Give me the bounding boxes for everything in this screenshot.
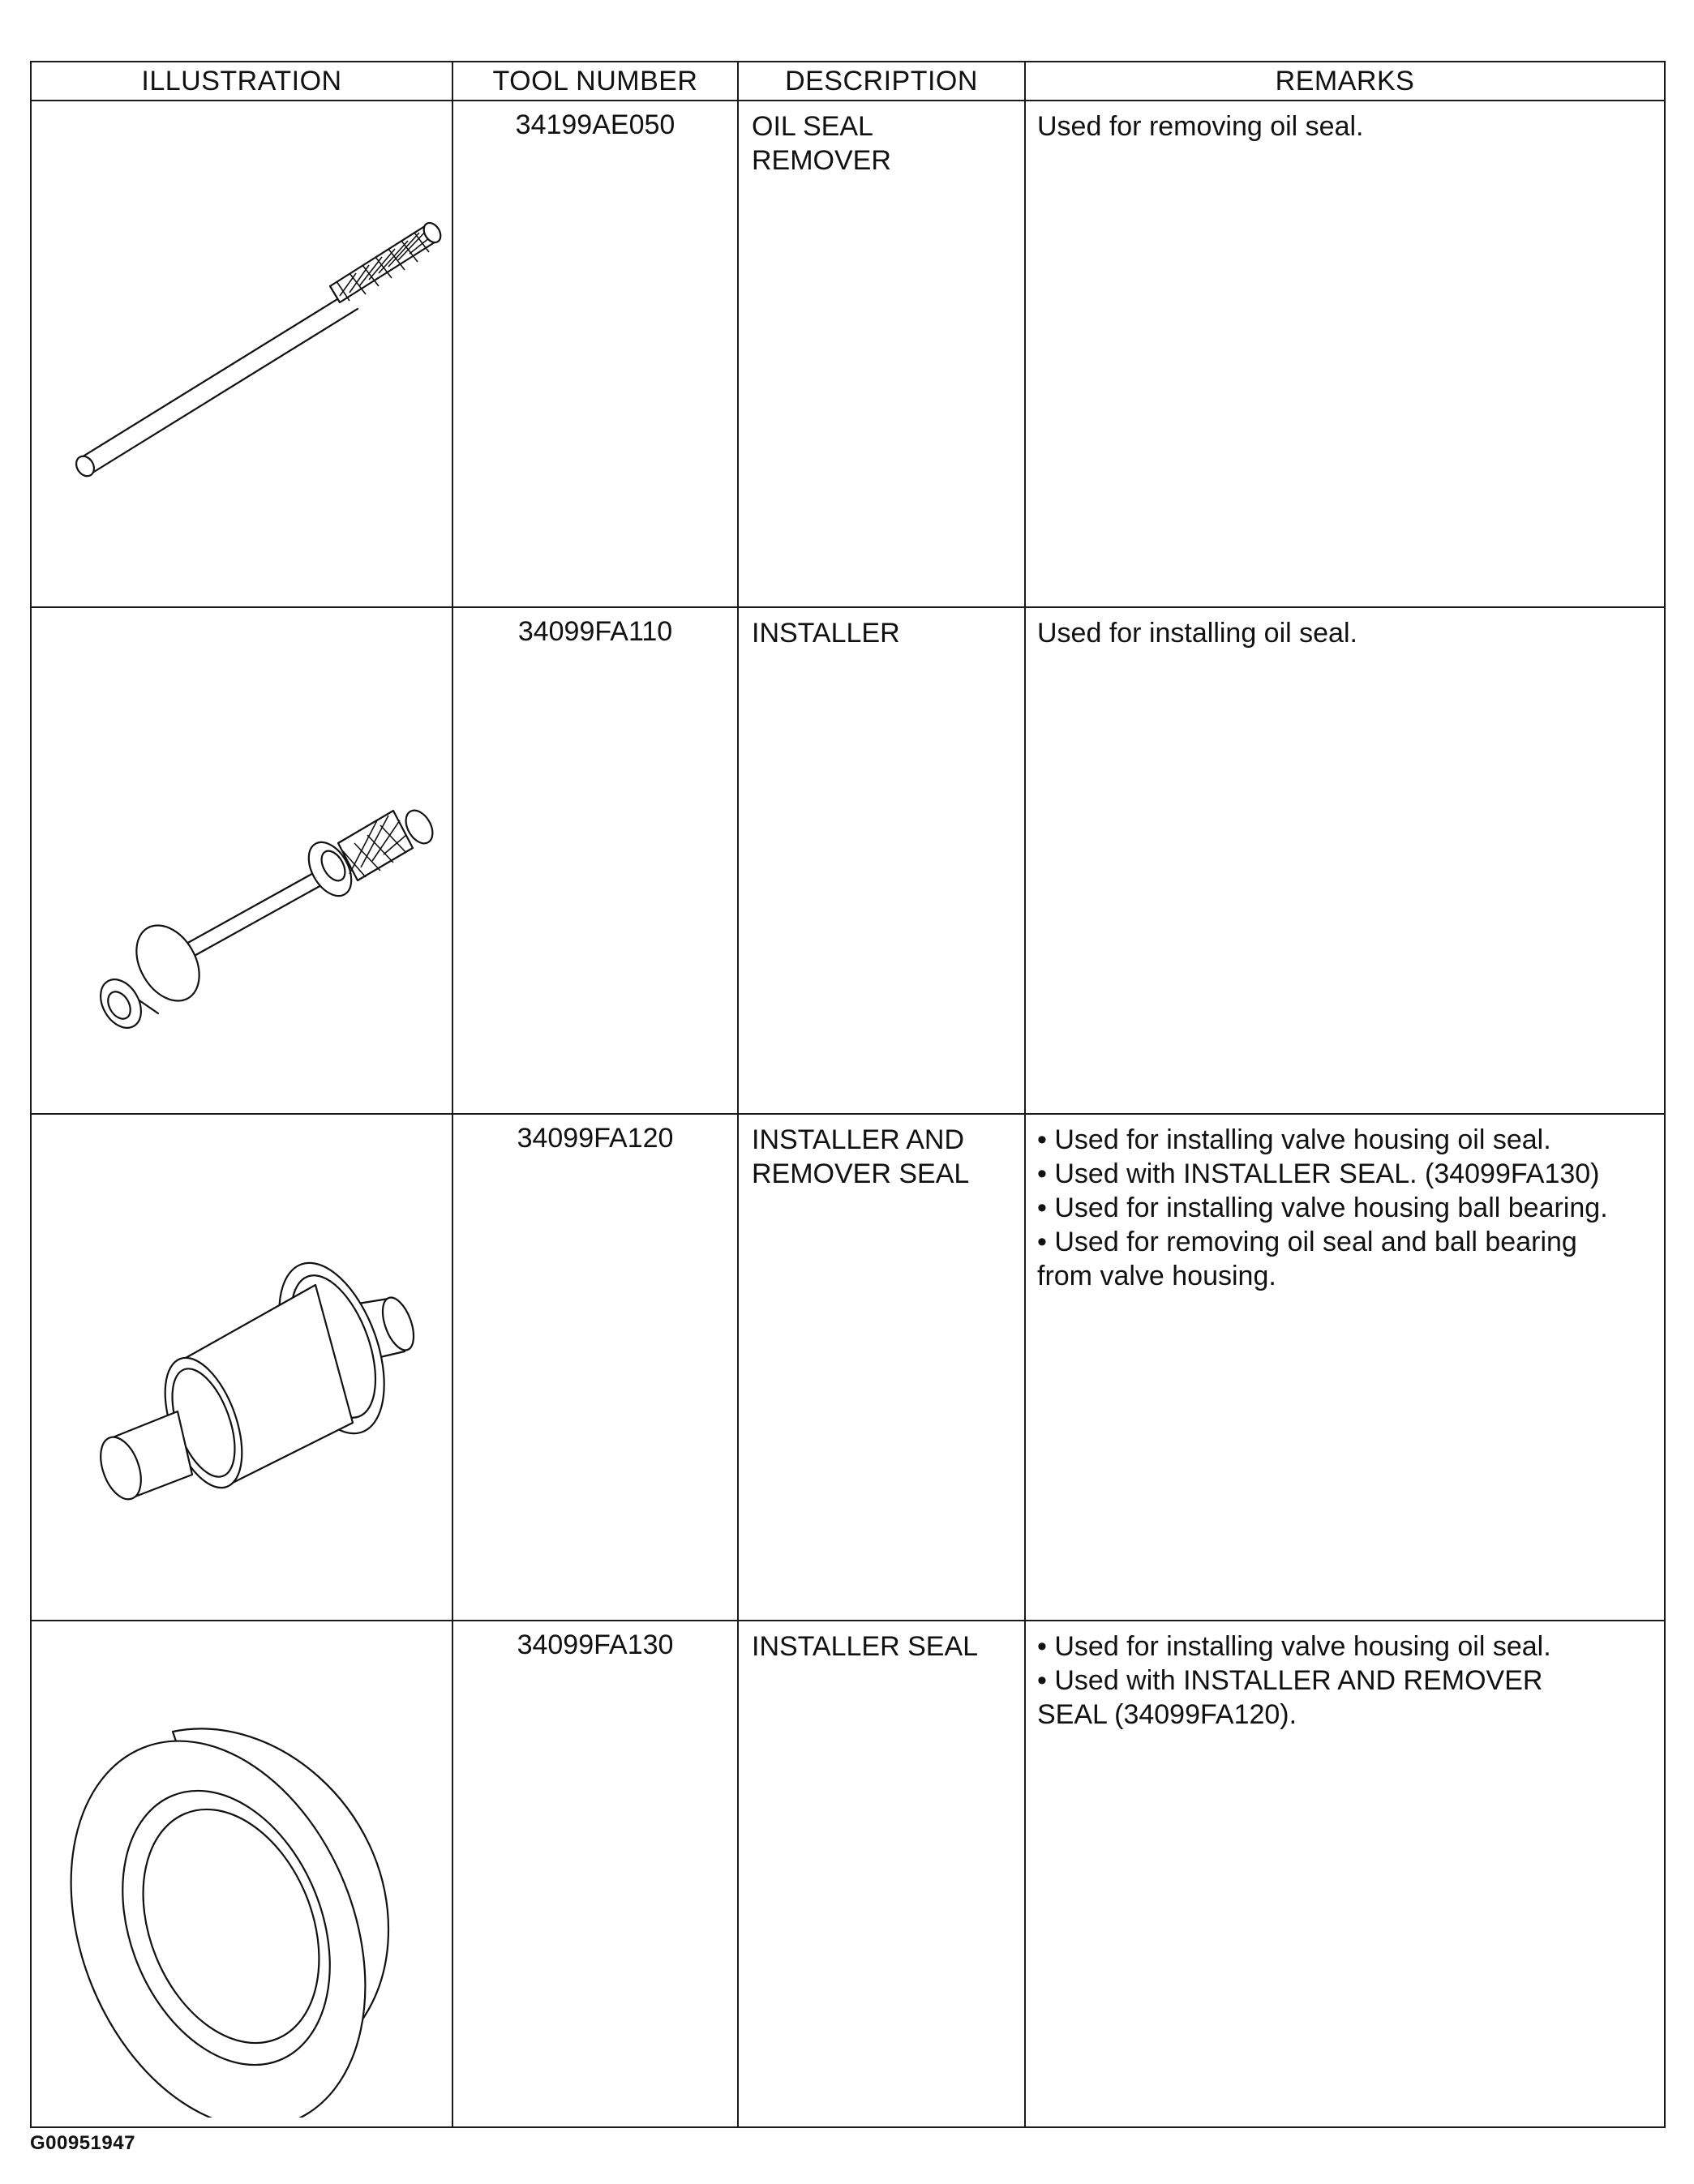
description-line: OIL SEAL: [752, 111, 873, 142]
description-cell: [738, 607, 1025, 1114]
table-row: [31, 101, 1665, 607]
installer-drawing: [32, 608, 453, 1104]
remark-line: • Used with INSTALLER SEAL. (34099FA130): [1037, 1158, 1600, 1189]
tools-sheet: [30, 61, 1664, 2128]
description-line: INSTALLER AND: [752, 1124, 965, 1155]
header-tool-number: TOOL NUMBER: [452, 62, 738, 101]
description-cell: [738, 101, 1025, 607]
remarks-cell: [1025, 1114, 1665, 1621]
tool-number-cell: 34099FA110: [452, 607, 738, 1114]
description-line: REMOVER: [752, 145, 891, 176]
description-line: REMOVER SEAL: [752, 1158, 970, 1189]
remark-line: • Used for removing oil seal and ball bearing: [1037, 1227, 1577, 1257]
header-description: DESCRIPTION: [738, 62, 1025, 101]
remark-line: from valve housing.: [1037, 1261, 1276, 1291]
illustration-cell: [31, 101, 452, 607]
special-tools-table: [30, 61, 1666, 2128]
tool-number-cell: 34199AE050: [452, 101, 738, 607]
remark-line: • Used for installing valve housing oil seal.: [1037, 1631, 1551, 1662]
remarks-cell: [1025, 607, 1665, 1114]
remark-line: Used for installing oil seal.: [1037, 618, 1357, 649]
illustration-cell: [31, 1114, 452, 1621]
figure-id: G00951947: [30, 2132, 135, 2154]
header-row: [31, 62, 1665, 101]
remark-line: • Used for installing valve housing ball bearing.: [1037, 1193, 1608, 1223]
illustration-cell: [31, 607, 452, 1114]
header-illustration: ILLUSTRATION: [31, 62, 452, 101]
description-cell: [738, 1114, 1025, 1621]
illustration-cell: [31, 1621, 452, 2127]
remark-line: • Used for installing valve housing oil seal.: [1037, 1124, 1551, 1155]
oil-seal-remover-drawing: [32, 101, 453, 597]
tool-number-cell: 34099FA120: [452, 1114, 738, 1621]
tool-number-cell: 34099FA130: [452, 1621, 738, 2127]
description-line: INSTALLER SEAL: [752, 1631, 979, 1662]
description-cell: [738, 1621, 1025, 2127]
installer-and-remover-seal-drawing: [32, 1115, 453, 1611]
table-row: [31, 607, 1665, 1114]
installer-seal-drawing: [32, 1621, 453, 2118]
table-row: [31, 1114, 1665, 1621]
remark-line: Used for removing oil seal.: [1037, 111, 1364, 142]
remark-line: • Used with INSTALLER AND REMOVER: [1037, 1665, 1543, 1696]
remarks-cell: [1025, 1621, 1665, 2127]
header-remarks: REMARKS: [1025, 62, 1665, 101]
table-row: [31, 1621, 1665, 2127]
remarks-cell: [1025, 101, 1665, 607]
remark-line: SEAL (34099FA120).: [1037, 1699, 1297, 1730]
description-line: INSTALLER: [752, 618, 900, 649]
